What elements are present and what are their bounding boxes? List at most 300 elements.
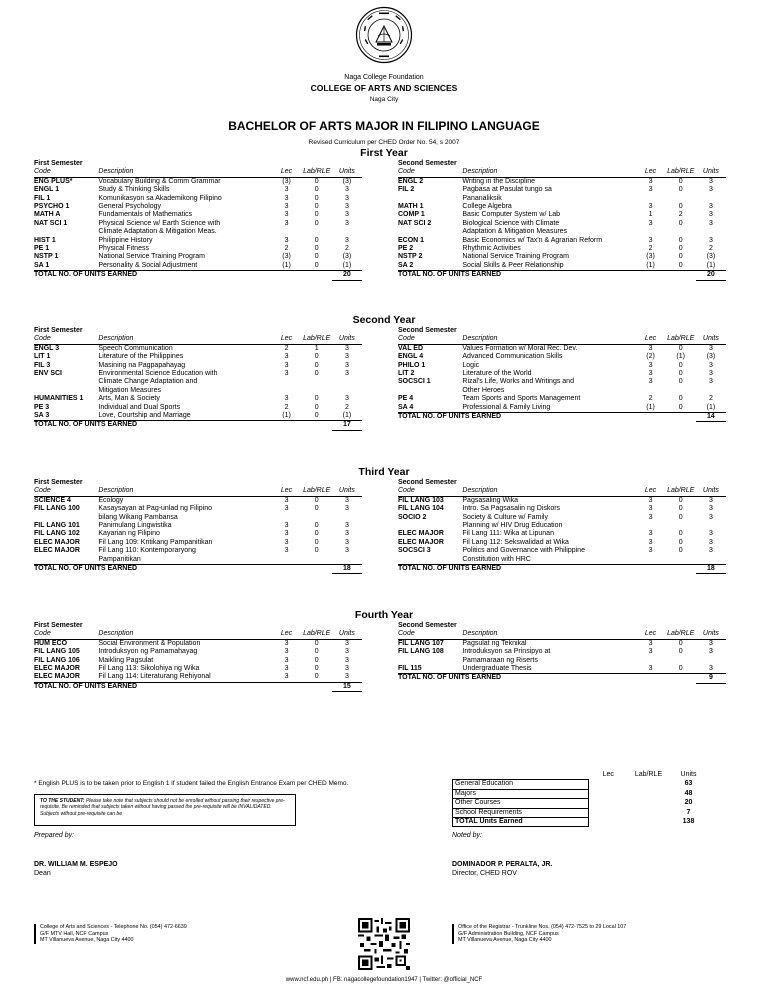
course-lab: 0 <box>314 403 319 411</box>
course-lec: 3 <box>284 353 289 361</box>
course-units: 3 <box>344 219 349 227</box>
course-lab: 0 <box>678 547 683 555</box>
english-plus-footnote: * English PLUS is to be taken prior to English 1 if student failed the English Entrance Exam per CHED Memo. <box>34 780 349 787</box>
column-header-units: Units <box>696 630 726 639</box>
course-description: Professional & Family Living <box>462 403 551 411</box>
summary-label: Majors <box>453 789 589 798</box>
course-units: 3 <box>344 344 349 352</box>
course-code: PE 2 <box>398 245 414 253</box>
course-lec: (3) <box>282 253 291 261</box>
course-lab: 0 <box>678 513 683 521</box>
first-semester-table <box>34 335 362 430</box>
course-lab: 0 <box>678 219 683 227</box>
course-row <box>34 370 362 395</box>
course-lab: 0 <box>314 203 319 211</box>
course-row <box>34 648 362 656</box>
course-description: Literature of the World <box>462 370 532 378</box>
course-row <box>34 505 362 522</box>
second-semester-label: Second Semester <box>398 327 457 334</box>
summary-units: 138 <box>682 817 695 825</box>
column-header-units: Units <box>332 487 362 496</box>
course-units: 3 <box>708 177 713 185</box>
course-row <box>34 639 362 648</box>
first-semester-label: First Semester <box>34 160 83 167</box>
column-header-lab: Lab/RLE <box>667 335 695 343</box>
course-units: 3 <box>344 665 349 673</box>
course-code: LIT 1 <box>34 353 51 361</box>
course-row <box>34 547 362 564</box>
summary-units: 7 <box>686 808 691 816</box>
total-label: TOTAL NO. OF UNITS EARNED <box>398 413 696 422</box>
course-code: MATH 1 <box>398 203 424 211</box>
course-description: Literature of the Philippines <box>98 353 184 361</box>
course-lab: 0 <box>678 530 683 538</box>
course-lab: 0 <box>314 353 319 361</box>
course-units: 3 <box>344 505 349 513</box>
second-semester-label: Second Semester <box>398 160 457 167</box>
course-lec: 3 <box>284 665 289 673</box>
course-code: PHILO 1 <box>398 361 426 369</box>
contact-line: Office of the Registrar - Trunkline Nos. (054) 472-7525 to 29 Local 107 <box>458 924 627 930</box>
course-row <box>34 195 362 203</box>
course-lec: 3 <box>648 370 653 378</box>
course-units: 3 <box>708 505 713 513</box>
course-code: ENV SCI <box>34 370 63 378</box>
course-units: 2 <box>708 395 713 403</box>
second-semester-table <box>398 168 726 280</box>
semester-total-row <box>398 271 726 280</box>
course-row <box>398 639 726 648</box>
course-lec: (2) <box>646 353 655 361</box>
course-lab: 0 <box>314 639 319 647</box>
course-lec: 3 <box>284 395 289 403</box>
course-lec: 3 <box>648 538 653 546</box>
course-description: Biological Science with Climate Adaptation & Mitigation Measures <box>462 219 568 236</box>
contact-line: College of Arts and Sciences - Telephone No. (054) 472-6639 <box>40 924 187 930</box>
course-lab: 0 <box>314 370 319 378</box>
course-row <box>398 496 726 505</box>
course-description: Kayarian ng Filipino <box>98 530 160 538</box>
course-description: National Service Training Program <box>98 253 205 261</box>
course-code: HUM ECO <box>34 639 68 647</box>
summary-header-units: Units <box>680 771 697 779</box>
column-header-lab: Lab/RLE <box>667 168 695 176</box>
course-lec: (1) <box>282 261 291 269</box>
course-description: Introduksyon sa Prinsipyo at Pamamaraan ng Riserts <box>462 648 551 664</box>
registrar-contact-info <box>452 924 626 944</box>
course-description: Fil Lang 110: Kontemporaryong Pampanitikan <box>98 547 196 563</box>
course-lab: 0 <box>678 403 683 411</box>
year-title: Third Year <box>358 466 410 478</box>
course-lab: 0 <box>314 648 319 656</box>
course-lec: 3 <box>648 513 653 521</box>
course-lec: 3 <box>648 648 653 656</box>
course-row <box>34 262 362 271</box>
second-semester <box>398 479 726 574</box>
course-units: 3 <box>708 211 713 219</box>
course-code: FIL 3 <box>34 361 51 369</box>
college-contact-info <box>34 924 187 944</box>
course-lec: 2 <box>648 395 653 403</box>
course-lec: 3 <box>284 547 289 555</box>
course-row <box>398 665 726 674</box>
semester-total-row <box>398 413 726 422</box>
course-code: FIL 2 <box>398 186 415 194</box>
course-code: ELEC MAJOR <box>34 673 80 681</box>
course-description: Vocabulary Building & Comm Grammar <box>98 177 221 185</box>
course-lec: (1) <box>646 261 655 269</box>
course-units: (3) <box>342 177 352 185</box>
course-code: SA 3 <box>34 412 50 420</box>
column-header-units: Units <box>696 335 726 344</box>
course-units: 3 <box>344 236 349 244</box>
course-code: FIL LANG 103 <box>398 496 444 504</box>
course-lab: 0 <box>678 344 683 352</box>
course-units: (3) <box>342 253 352 261</box>
prepared-by-signatory <box>34 861 118 878</box>
course-description: Pagsulat ng Teknikal <box>462 639 527 647</box>
course-row <box>34 353 362 361</box>
prepared-by-label: Prepared by: <box>34 832 75 839</box>
course-row <box>398 378 726 395</box>
college-name: COLLEGE OF ARTS AND SCIENCES <box>310 83 458 93</box>
course-description: College Algebra <box>462 203 512 211</box>
course-lec: 3 <box>284 194 289 202</box>
first-semester-table <box>34 168 362 280</box>
total-label: TOTAL NO. OF UNITS EARNED <box>34 682 332 691</box>
course-lab: 0 <box>314 656 319 664</box>
course-lab: 0 <box>314 505 319 513</box>
course-row <box>34 496 362 505</box>
first-semester-table <box>34 487 362 574</box>
course-description: Fil Lang 113: Sikolohiya ng Wika <box>98 665 200 673</box>
course-row <box>398 514 726 531</box>
course-units: 3 <box>344 547 349 555</box>
course-lab: 0 <box>678 496 683 504</box>
course-lab: 0 <box>314 665 319 673</box>
course-code: MATH A <box>34 211 61 219</box>
course-lab: 0 <box>314 253 319 261</box>
course-lec: 3 <box>648 203 653 211</box>
summary-row <box>453 789 709 798</box>
course-row <box>398 404 726 413</box>
course-row <box>34 539 362 547</box>
course-code: ELEC MAJOR <box>34 538 80 546</box>
year-title: Fourth Year <box>354 609 414 621</box>
course-units: 3 <box>344 673 349 681</box>
column-header-code: Code <box>398 487 462 496</box>
course-row <box>398 203 726 211</box>
column-header-desc: Description <box>98 168 271 177</box>
course-code: SOCSCI 1 <box>398 378 431 386</box>
course-row <box>34 395 362 403</box>
course-row <box>398 220 726 237</box>
course-description: Social Skills & Peer Relationship <box>462 261 564 269</box>
course-lab: 0 <box>678 261 683 269</box>
course-lec: 3 <box>284 639 289 647</box>
course-description: Rizal's Life, Works and Writings and Other Heroes <box>462 378 574 394</box>
course-description: Fundamentals of Mathematics <box>98 211 193 219</box>
course-row <box>34 245 362 253</box>
course-code: FIL LANG 101 <box>34 522 80 530</box>
column-header-lec: Lec <box>635 335 665 344</box>
course-units: (1) <box>706 403 716 411</box>
course-units: 3 <box>344 194 349 202</box>
course-lab: 0 <box>678 505 683 513</box>
noted-by-role: Director, CHED ROV <box>452 869 517 877</box>
course-code: SA 2 <box>398 261 414 269</box>
course-lec: 3 <box>284 673 289 681</box>
course-row <box>398 530 726 538</box>
column-header-desc: Description <box>462 168 635 177</box>
course-units: 3 <box>344 648 349 656</box>
course-units: 3 <box>708 378 713 386</box>
total-label: TOTAL NO. OF UNITS EARNED <box>34 421 332 430</box>
column-header-lec: Lec <box>271 630 301 639</box>
course-lab: 0 <box>678 538 683 546</box>
course-lec: 3 <box>648 378 653 386</box>
course-code: SOCSCI 3 <box>398 547 431 555</box>
course-lab: 0 <box>678 253 683 261</box>
year-title: First Year <box>360 147 408 159</box>
course-lab: 0 <box>678 203 683 211</box>
course-row <box>34 522 362 530</box>
course-lec: 1 <box>648 211 653 219</box>
course-row <box>34 530 362 538</box>
course-row <box>398 353 726 361</box>
semester-total-row <box>34 565 362 574</box>
city-name: Naga City <box>369 96 399 103</box>
course-lec: (3) <box>282 177 291 185</box>
course-row <box>398 237 726 245</box>
course-lab: 0 <box>678 177 683 185</box>
course-row <box>34 362 362 370</box>
second-semester <box>398 622 726 684</box>
course-units: (1) <box>342 261 352 269</box>
course-description: Study & Thinking Skills <box>98 186 170 194</box>
course-lab: 0 <box>678 639 683 647</box>
second-semester-label: Second Semester <box>398 479 457 486</box>
course-code: ELEC MAJOR <box>34 547 80 555</box>
total-label: TOTAL NO. OF UNITS EARNED <box>398 674 696 683</box>
column-header-lab: Lab/RLE <box>303 487 331 495</box>
semester-total-row <box>34 421 362 430</box>
column-header-code: Code <box>398 335 462 344</box>
course-description: Kasaysayan at Pag-unlad ng Filipino bilang Wikang Pambansa <box>98 505 213 521</box>
course-units: 3 <box>708 344 713 352</box>
course-row <box>398 177 726 186</box>
course-lab: 0 <box>678 648 683 656</box>
course-description: Basic Computer System w/ Lab <box>462 211 561 219</box>
course-units: 3 <box>344 496 349 504</box>
column-header-lec: Lec <box>271 335 301 344</box>
course-row <box>398 211 726 219</box>
semester-total-row <box>398 565 726 574</box>
course-units: 3 <box>344 186 349 194</box>
course-code: ECON 1 <box>398 236 425 244</box>
summary-label: TOTAL Units Earned <box>453 817 589 826</box>
course-code: FIL LANG 104 <box>398 505 444 513</box>
course-lec: 3 <box>648 505 653 513</box>
second-semester <box>398 160 726 281</box>
course-code: PE 3 <box>34 403 50 411</box>
course-description: Love, Courtship and Marriage <box>98 412 191 420</box>
total-label: TOTAL NO. OF UNITS EARNED <box>34 565 332 574</box>
course-lec: 3 <box>284 186 289 194</box>
course-code: SA 1 <box>34 261 50 269</box>
course-code: ENGL 4 <box>398 353 424 361</box>
course-units: 3 <box>344 361 349 369</box>
summary-header-lec: Lec <box>602 771 614 779</box>
course-units: 3 <box>708 648 713 656</box>
course-code: ENG PLUS* <box>34 177 73 185</box>
course-lec: 2 <box>648 245 653 253</box>
course-description: National Service Training Program <box>462 253 569 261</box>
program-title: BACHELOR OF ARTS MAJOR IN FILIPINO LANGUAGE <box>228 119 540 133</box>
course-row <box>34 665 362 673</box>
course-lab: 0 <box>314 522 319 530</box>
course-lec: 3 <box>284 236 289 244</box>
course-lec: 3 <box>648 361 653 369</box>
course-lab: 0 <box>314 194 319 202</box>
course-lec: 3 <box>284 505 289 513</box>
course-code: PE 4 <box>398 395 414 403</box>
course-lec: 3 <box>648 665 653 673</box>
course-lec: 3 <box>284 219 289 227</box>
course-description: Komunikasyon sa Akademikong Filipino <box>98 194 222 202</box>
course-lec: 3 <box>284 530 289 538</box>
course-code: NSTP 2 <box>398 253 423 261</box>
first-semester <box>34 160 362 281</box>
course-description: Philippine History <box>98 236 153 244</box>
course-code: ENGL 3 <box>34 344 60 352</box>
course-row <box>398 370 726 378</box>
course-lab: 0 <box>678 395 683 403</box>
course-row <box>34 220 362 237</box>
course-lab: 0 <box>314 261 319 269</box>
noted-by-label: Noted by: <box>452 832 482 839</box>
course-lab: 0 <box>314 211 319 219</box>
course-row <box>398 262 726 271</box>
course-code: FIL 115 <box>398 665 422 673</box>
column-header-units: Units <box>696 168 726 177</box>
course-row <box>398 186 726 203</box>
summary-row <box>453 808 709 817</box>
course-description: Team Sports and Sports Management <box>462 395 581 403</box>
course-lec: 2 <box>284 344 289 352</box>
course-description: Advanced Communication Skills <box>462 353 563 361</box>
course-description: Pagbasa at Pasulat tungo sa Pananaliksik <box>462 186 552 202</box>
course-code: ENGL 2 <box>398 177 424 185</box>
column-header-desc: Description <box>98 630 271 639</box>
course-units: (1) <box>706 261 716 269</box>
course-lec: 3 <box>284 203 289 211</box>
column-header-lec: Lec <box>635 487 665 496</box>
course-description: Society & Culture w/ Family Planning w/ HIV Drug Education <box>462 513 563 530</box>
contact-line: G/F Administration Building, NCF Campus <box>458 930 559 937</box>
course-row <box>34 657 362 665</box>
course-row <box>34 673 362 682</box>
course-lec: 3 <box>284 370 289 378</box>
course-lab: 0 <box>678 665 683 673</box>
school-name: Naga College Foundation <box>344 74 424 81</box>
course-lab: 0 <box>314 245 319 253</box>
course-description: Pagsasaling Wika <box>462 496 519 504</box>
course-units: 3 <box>708 203 713 211</box>
prepared-by-name: DR. WILLIAM M. ESPEJO <box>34 861 118 868</box>
noted-by-signatory <box>452 861 552 878</box>
course-code: FIL LANG 100 <box>34 505 80 513</box>
column-header-lab: Lab/RLE <box>303 168 331 176</box>
first-semester <box>34 622 362 692</box>
second-semester-table <box>398 630 726 683</box>
course-units: 3 <box>708 236 713 244</box>
course-lec: 3 <box>284 211 289 219</box>
course-lab: 0 <box>314 177 319 185</box>
course-row <box>398 648 726 665</box>
course-row <box>398 253 726 261</box>
semester-total-row <box>34 271 362 280</box>
total-units: 15 <box>332 682 362 691</box>
total-units: 20 <box>332 271 362 280</box>
column-header-code: Code <box>34 487 98 496</box>
column-header-lab: Lab/RLE <box>667 487 695 495</box>
column-header-units: Units <box>332 630 362 639</box>
student-note-label: TO THE STUDENT: <box>40 798 85 804</box>
course-code: PSYCHO 1 <box>34 203 70 211</box>
qr-code-icon <box>358 918 410 970</box>
semester-total-row <box>34 682 362 691</box>
course-row <box>398 245 726 253</box>
course-lec: (1) <box>282 412 291 420</box>
course-code: ELEC MAJOR <box>34 665 80 673</box>
course-code: COMP 1 <box>398 211 425 219</box>
course-lec: 3 <box>284 496 289 504</box>
course-lec: (3) <box>646 253 655 261</box>
course-units: 3 <box>708 538 713 546</box>
course-description: Fil Lang 112: Sekswalidad at Wika <box>462 538 569 546</box>
course-row <box>34 186 362 194</box>
units-summary-table <box>452 771 709 827</box>
column-header-desc: Description <box>98 487 271 496</box>
course-description: Masining na Pagpapahayag <box>98 361 186 369</box>
course-units: 3 <box>344 656 349 664</box>
course-lec: 3 <box>648 547 653 555</box>
column-header-desc: Description <box>462 335 635 344</box>
course-description: Speech Communication <box>98 344 173 352</box>
course-lec: 3 <box>648 639 653 647</box>
course-lab: 1 <box>314 344 319 352</box>
course-lab: 0 <box>314 395 319 403</box>
first-semester-label: First Semester <box>34 479 83 486</box>
course-lec: 3 <box>284 361 289 369</box>
course-lec: 3 <box>648 177 653 185</box>
course-lec: 3 <box>284 648 289 656</box>
course-units: 3 <box>344 370 349 378</box>
course-description: Maikling Pagsulat <box>98 656 154 664</box>
total-units: 9 <box>696 674 726 683</box>
column-header-lec: Lec <box>271 487 301 496</box>
total-units: 20 <box>696 271 726 280</box>
course-lab: 0 <box>314 361 319 369</box>
second-semester-table <box>398 335 726 422</box>
course-code: VAL ED <box>398 344 424 352</box>
course-units: 3 <box>344 395 349 403</box>
column-header-units: Units <box>696 487 726 496</box>
course-description: Rhythmic Activities <box>462 245 521 253</box>
first-semester <box>34 327 362 431</box>
summary-row <box>453 799 709 808</box>
